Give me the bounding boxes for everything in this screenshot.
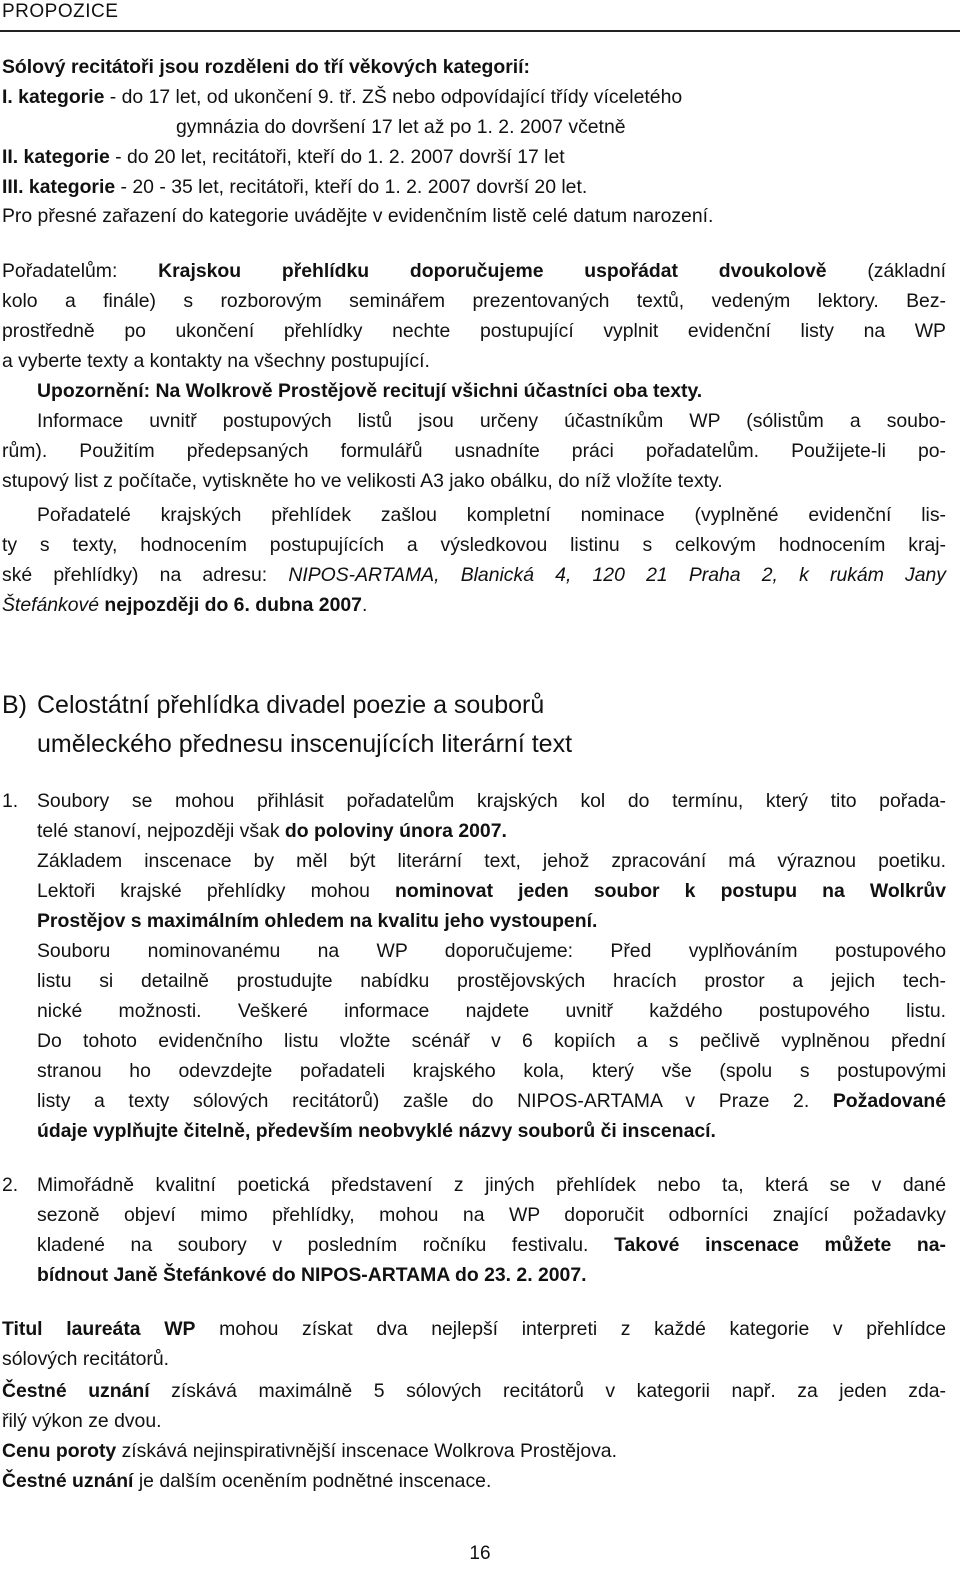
item-2-line-2: sezoně objeví mimo přehlídky, mohou na WP doporučit odborníci znající požadavky <box>37 1204 946 1226</box>
section-b-letter: B) <box>2 691 27 719</box>
item-2-line-4: bídnout Janě Štefánkové do NIPOS-ARTAMA do 23. 2. 2007. <box>37 1264 587 1286</box>
category-3-text: - 20 - 35 let, recitátoři, kteří do 1. 2. 2007 dovrší 20 let. <box>115 176 588 198</box>
award-honor-text: získává maximálně 5 sólových recitátorů v kategorii např. za jeden zda- <box>149 1380 946 1402</box>
category-1-label: I. kategorie <box>2 86 105 108</box>
award-honor-cont: řilý výkon ze dvou. <box>2 1410 162 1432</box>
section-b-title-line-1: Celostátní přehlídka divadel poezie a souborů <box>37 691 545 719</box>
item-2-line-3 <box>37 1230 946 1260</box>
item-1-line-6: Souboru nominovanému na WP doporučujeme: Před vyplňováním postupového <box>37 940 946 962</box>
award-jury-text: získává nejinspirativnější inscenace Wolkrova Prostějova. <box>116 1440 617 1462</box>
info-line-1: Informace uvnitř postupových listů jsou určeny účastníkům WP (sólistům a soubo- <box>37 410 946 432</box>
item-1-send: listy a texty sólových recitátorů) zašle do NIPOS-ARTAMA v Praze 2. <box>37 1090 833 1112</box>
nomination-line-3 <box>2 560 946 590</box>
category-3 <box>2 172 587 202</box>
item-2-offer: Takové inscenace můžete na- <box>614 1234 946 1256</box>
section-b-title-line-2: uměleckého přednesu inscenujících literární text <box>37 730 573 758</box>
category-3-label: III. kategorie <box>2 176 116 198</box>
item-1-line-12: údaje vyplňujte čitelně, především neobvyklé názvy souborů či inscenací. <box>37 1120 716 1142</box>
award-honor-production <box>2 1466 491 1496</box>
item-1-deadline: do poloviny února 2007. <box>284 820 507 842</box>
item-1-text: telé stanoví, nejpozději však <box>37 820 285 842</box>
address-label: ské přehlídky) na adresu: <box>2 564 289 586</box>
category-2-text: - do 20 let, recitátoři, kteří do 1. 2. 2007 dovrší 17 let <box>109 146 565 168</box>
award-honor <box>2 1376 946 1406</box>
item-2-text: kladené na soubory v posledním ročníku festivalu. <box>37 1234 615 1256</box>
award-laureate-cont: sólových recitátorů. <box>2 1348 170 1370</box>
organizers-line-2: kolo a finále) s rozborovým seminářem prezentovaných textů, vedeným lektory. Bez- <box>2 290 946 312</box>
item-2-line-1: Mimořádně kvalitní poetická představení z jiných přehlídek nebo ta, která se v dané <box>37 1174 946 1196</box>
category-1 <box>2 82 682 112</box>
category-1-text: - do 17 let, od ukončení 9. tř. ZŠ nebo odpovídající třídy víceletého <box>104 86 683 108</box>
address-name: Štefánkové <box>2 594 100 616</box>
item-1-line-1: Soubory se mohou přihlásit pořadatelům krajských kol do termínu, který tito pořada- <box>37 790 946 812</box>
nomination-line-2: ty s texty, hodnocením postupujících a výsledkovou listinu s celkovým hodnocením kraj- <box>2 534 946 556</box>
category-1-continuation: gymnázia do dovršení 17 let až po 1. 2. 2007 včetně <box>176 116 626 138</box>
item-1-lecturers: Lektoři krajské přehlídky mohou <box>37 880 395 902</box>
categories-heading: Sólový recitátoři jsou rozděleni do tří věkových kategorií: <box>2 56 530 78</box>
item-1-line-4 <box>37 876 946 906</box>
organizers-line-1 <box>2 256 946 286</box>
item-1-line-11 <box>37 1086 946 1116</box>
info-line-2: rům). Použitím předepsaných formulářů usnadníte práci pořadatelům. Použijete-li po- <box>2 440 946 462</box>
item-1-line-3: Základem inscenace by měl být literární text, jehož zpracování má výraznou poetiku. <box>37 850 946 872</box>
page-header <box>0 0 960 32</box>
item-1-nominate: nominovat jeden soubor k postupu na Wolkrův <box>395 880 947 902</box>
award-laureate-title: Titul laureáta WP <box>2 1318 196 1340</box>
nomination-line-4 <box>2 590 367 620</box>
category-2 <box>2 142 565 172</box>
deadline-text: nejpozději do 6. dubna 2007 <box>99 594 362 616</box>
award-honor-title: Čestné uznání <box>2 1380 150 1402</box>
award-laureate <box>2 1314 946 1344</box>
award-laureate-text: mohou získat dva nejlepší interpreti z každé kategorie v přehlídce <box>195 1318 947 1340</box>
organizers-label: Pořadatelům: <box>2 260 159 282</box>
item-1-line-8: nické možnosti. Veškeré informace najdete uvnitř každého postupového listu. <box>37 1000 946 1022</box>
award-jury <box>2 1436 617 1466</box>
item-1-line-10: stranou ho odevzdejte pořadateli krajského kola, který vše (spolu s postupovými <box>37 1060 946 1082</box>
award-jury-title: Cenu poroty <box>2 1440 117 1462</box>
page-number: 16 <box>469 1543 491 1564</box>
item-1-required: Požadované <box>832 1090 946 1112</box>
item-1-line-9: Do tohoto evidenčního listu vložte scénář v 6 kopiích a s pečlivě vyplněnou přední <box>37 1030 946 1052</box>
organizers-recommendation: Krajskou přehlídku doporučujeme uspořádat dvoukolově <box>158 260 827 282</box>
item-1-number: 1. <box>2 790 19 812</box>
organizers-line-4: a vyberte texty a kontakty na všechny postupující. <box>2 350 430 372</box>
info-line-3: stupový list z počítače, vytiskněte ho ve velikosti A3 jako obálku, do níž vložíte texty. <box>2 470 723 492</box>
nomination-line-1: Pořadatelé krajských přehlídek zašlou kompletní nominace (vyplněné evidenční lis- <box>37 504 946 526</box>
warning-line: Upozornění: Na Wolkrově Prostějově recitují všichni účastníci oba texty. <box>37 380 703 402</box>
category-2-label: II. kategorie <box>2 146 110 168</box>
item-1-line-2 <box>37 816 507 846</box>
organizers-line-3: prostředně po ukončení přehlídky nechte postupující vyplnit evidenční listy na WP <box>2 320 946 342</box>
item-2-number: 2. <box>2 1174 19 1196</box>
category-note: Pro přesné zařazení do kategorie uvádějte v evidenčním listě celé datum narození. <box>2 205 714 227</box>
header-title: PROPOZICE <box>2 1 119 22</box>
award-honor-production-title: Čestné uznání <box>2 1470 134 1492</box>
item-1-line-5: Prostějov s maximálním ohledem na kvalitu jeho vystoupení. <box>37 910 598 932</box>
award-honor-production-text: je dalším oceněním podnětné inscenace. <box>133 1470 492 1492</box>
organizers-note: (základní <box>826 260 947 282</box>
address-text: NIPOS-ARTAMA, Blanická 4, 120 21 Praha 2, k rukám Jany <box>288 564 947 586</box>
item-1-line-7: listu si detailně prostudujte nabídku prostějovských hracích prostor a jejich tech- <box>37 970 946 992</box>
deadline-period: . <box>361 594 368 616</box>
